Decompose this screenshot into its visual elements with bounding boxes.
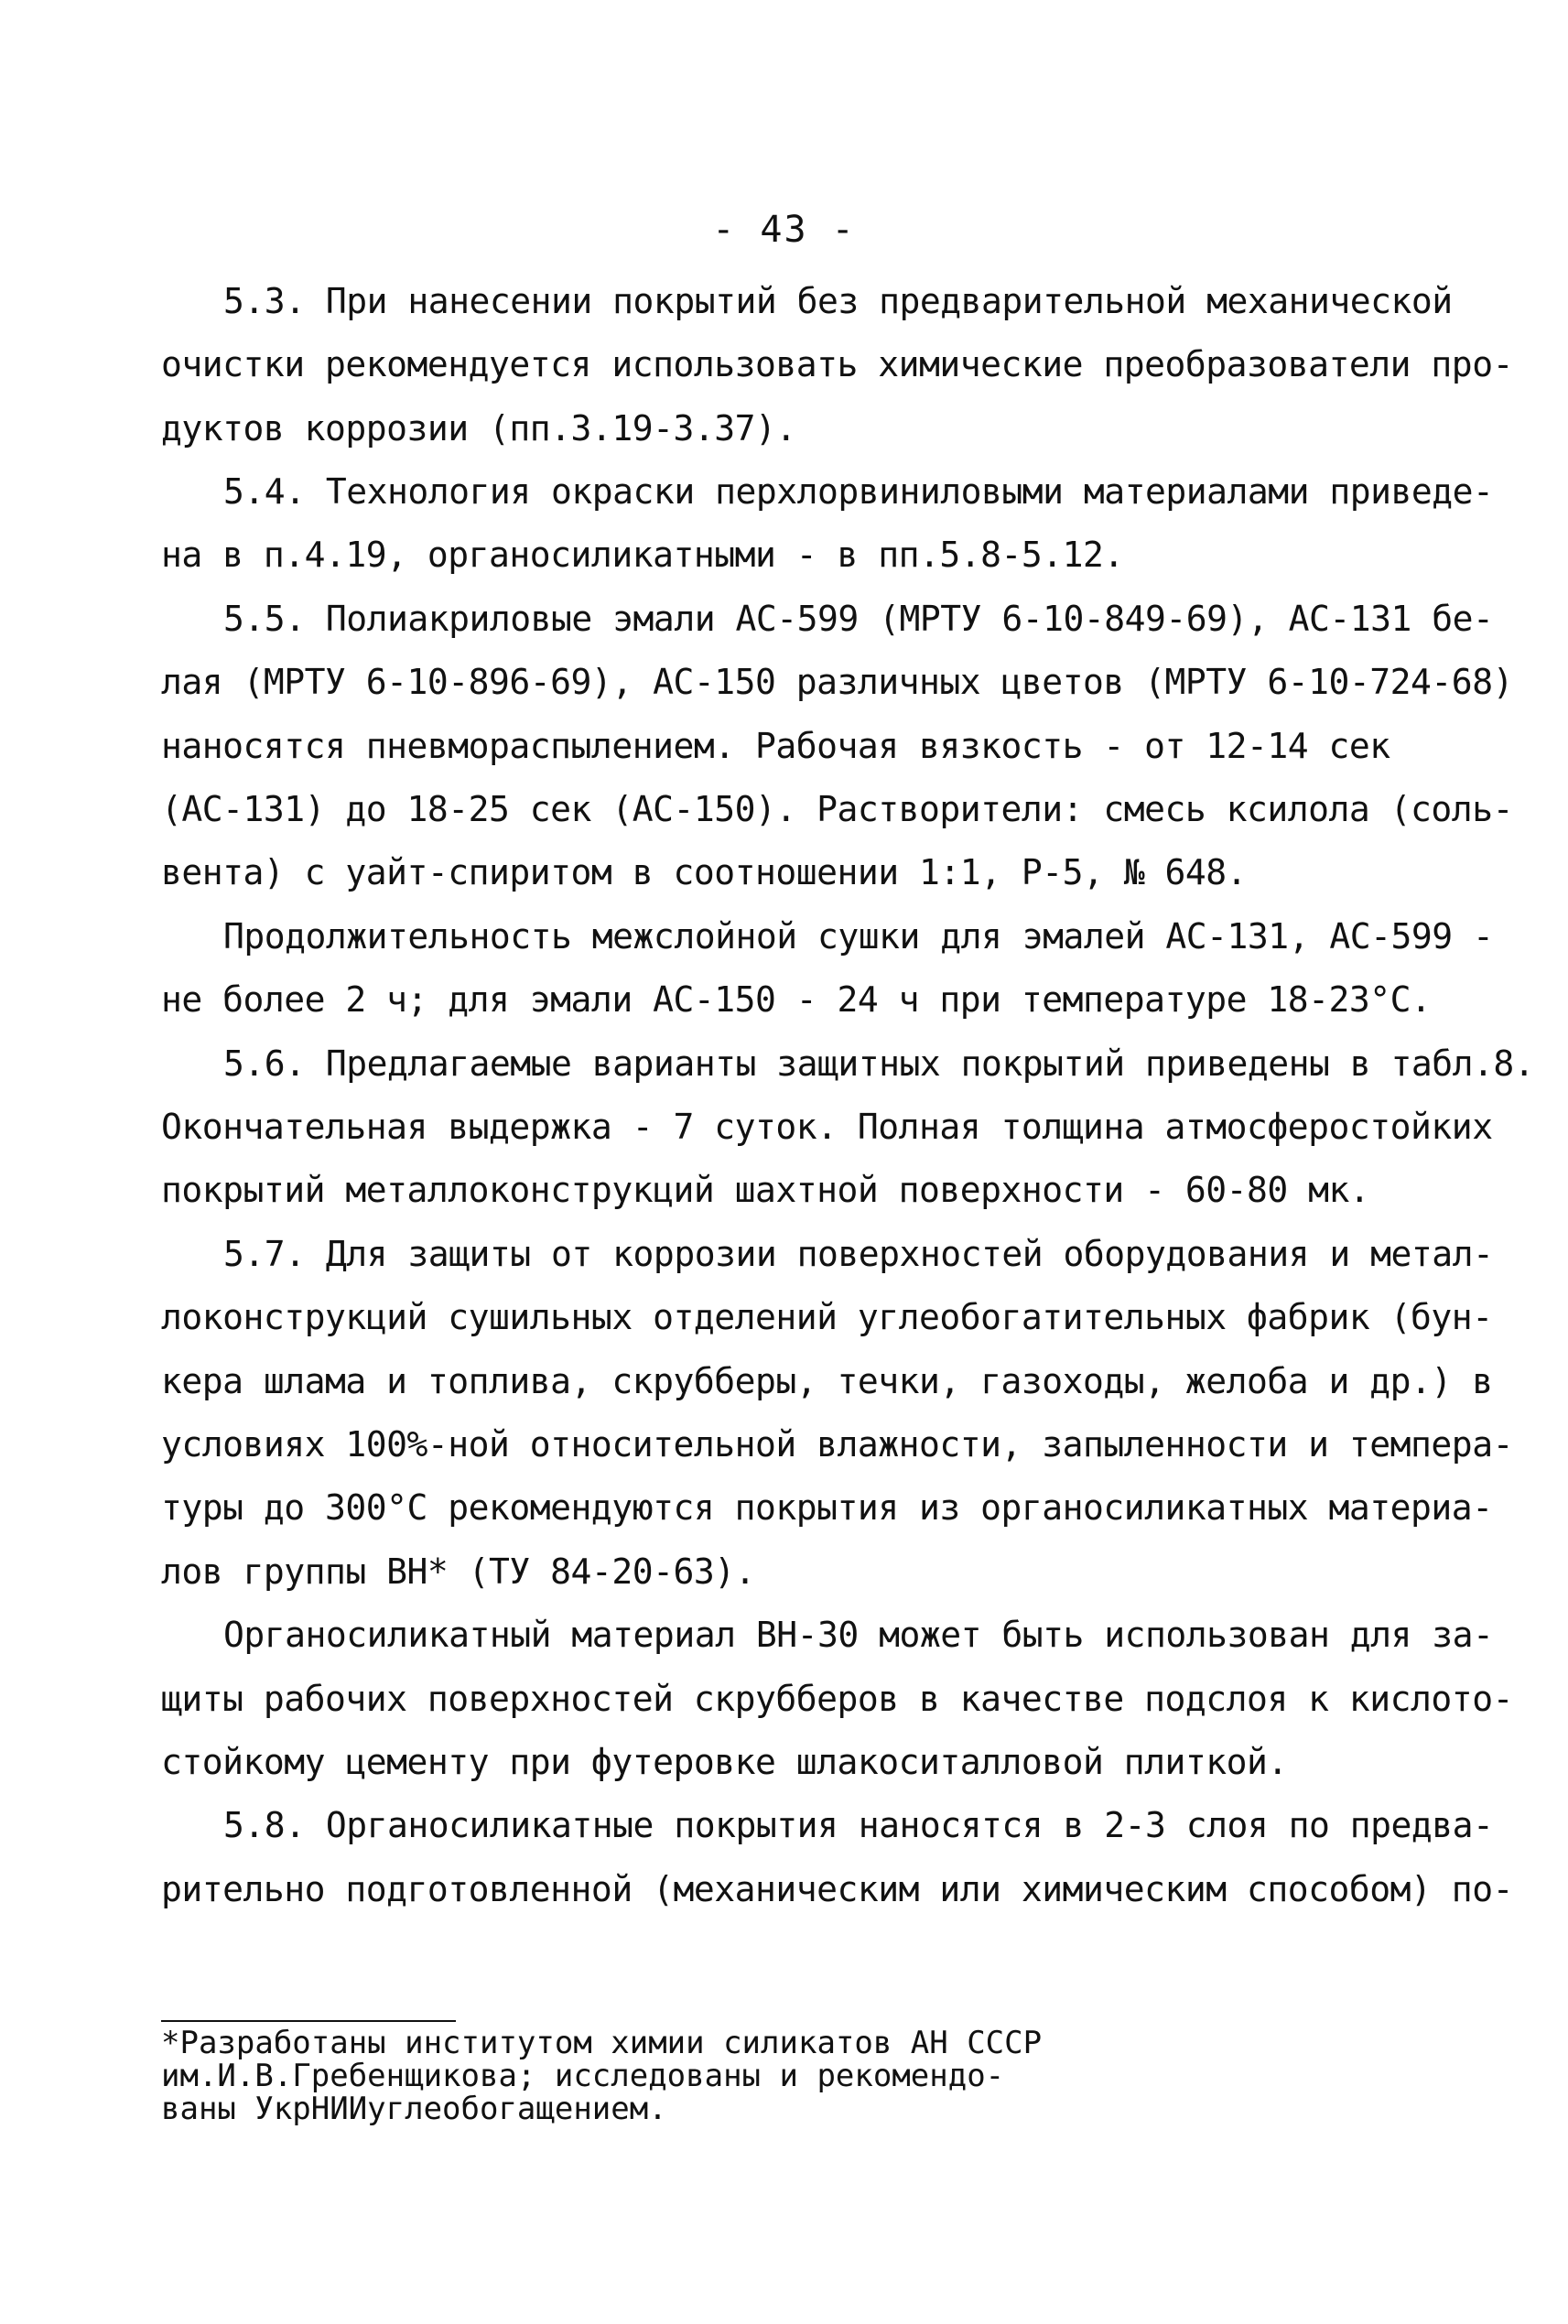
paragraph-5-5-line-1: 5.5. Полиакриловые эмали АС-599 (МРТУ 6-10-849-69), АС-131 бе- [223, 599, 1494, 639]
paragraph-drying-line-2: не более 2 ч; для эмали АС-150 - 24 ч при температуре 18-23°С. [161, 979, 1432, 1020]
paragraph-5-4-line-1: 5.4. Технология окраски перхлорвиниловыми материалами приведе- [223, 471, 1494, 512]
paragraph-5-8-line-1: 5.8. Органосиликатные покрытия наносятся в 2-3 слоя по предва- [223, 1805, 1494, 1845]
paragraph-5-5-line-2: лая (МРТУ 6-10-896-69), АС-150 различных цветов (МРТУ 6-10-724-68) [161, 662, 1513, 702]
paragraph-5-6-line-2: Окончательная выдержка - 7 суток. Полная толщина атмосферостойких [161, 1107, 1493, 1147]
footnote-line-1: *Разработаны институтом химии силикатов АН СССР [161, 2025, 1043, 2061]
paragraph-5-7-line-4: условиях 100%-ной относительной влажности, запыленности и темпера- [161, 1424, 1513, 1465]
footnote-line-2: им.И.В.Гребенщикова; исследованы и рекомендо- [161, 2058, 1005, 2094]
paragraph-5-3-line-2: очистки рекомендуется использовать химические преобразователи про- [161, 344, 1513, 384]
paragraph-vn30-line-1: Органосиликатный материал ВН-30 может быть использован для за- [223, 1615, 1494, 1655]
paragraph-drying-line-1: Продолжительность межслойной сушки для эмалей АС-131, АС-599 - [223, 916, 1494, 957]
paragraph-5-5-line-4: (АС-131) до 18-25 сек (АС-150). Растворители: смесь ксилола (соль- [161, 789, 1513, 829]
footnote-line-3: ваны УкрНИИуглеобогащением. [161, 2091, 667, 2127]
paragraph-5-5-line-5: вента) с уайт-спиритом в соотношении 1:1, Р-5, № 648. [161, 852, 1248, 892]
paragraph-5-7-line-5: туры до 300°С рекомендуются покрытия из органосиликатных материа- [161, 1487, 1493, 1528]
page-number: - 43 - [712, 209, 856, 251]
paragraph-5-7-line-3: кера шлама и топлива, скрубберы, течки, газоходы, желоба и др.) в [161, 1361, 1493, 1401]
footnote-separator [161, 2020, 456, 2022]
paragraph-5-3-line-1: 5.3. При нанесении покрытий без предварительной механической [223, 281, 1453, 321]
paragraph-5-7-line-6: лов группы ВН* (ТУ 84-20-63). [161, 1551, 755, 1592]
paragraph-5-7-line-1: 5.7. Для защиты от коррозии поверхностей оборудования и метал- [223, 1234, 1494, 1274]
paragraph-5-5-line-3: наносятся пневмораспылением. Рабочая вязкость - от 12-14 сек [161, 726, 1390, 766]
paragraph-5-4-line-2: на в п.4.19, органосиликатными - в пп.5.8-5.12. [161, 535, 1124, 575]
paragraph-5-3-line-3: дуктов коррозии (пп.3.19-3.37). [161, 408, 796, 449]
paragraph-vn30-line-2: щиты рабочих поверхностей скрубберов в качестве подслоя к кислото- [161, 1679, 1513, 1719]
paragraph-5-6-line-3: покрытий металлоконструкций шахтной поверхности - 60-80 мк. [161, 1170, 1370, 1210]
paragraph-5-6-line-1: 5.6. Предлагаемые варианты защитных покрытий приведены в табл.8. [223, 1043, 1535, 1084]
paragraph-vn30-line-3: стойкому цементу при футеровке шлакоситалловой плиткой. [161, 1742, 1288, 1782]
paragraph-5-8-line-2: рительно подготовленной (механическим или химическим способом) по- [161, 1869, 1513, 1909]
paragraph-5-7-line-2: локонструкций сушильных отделений углеобогатительных фабрик (бун- [161, 1297, 1493, 1337]
